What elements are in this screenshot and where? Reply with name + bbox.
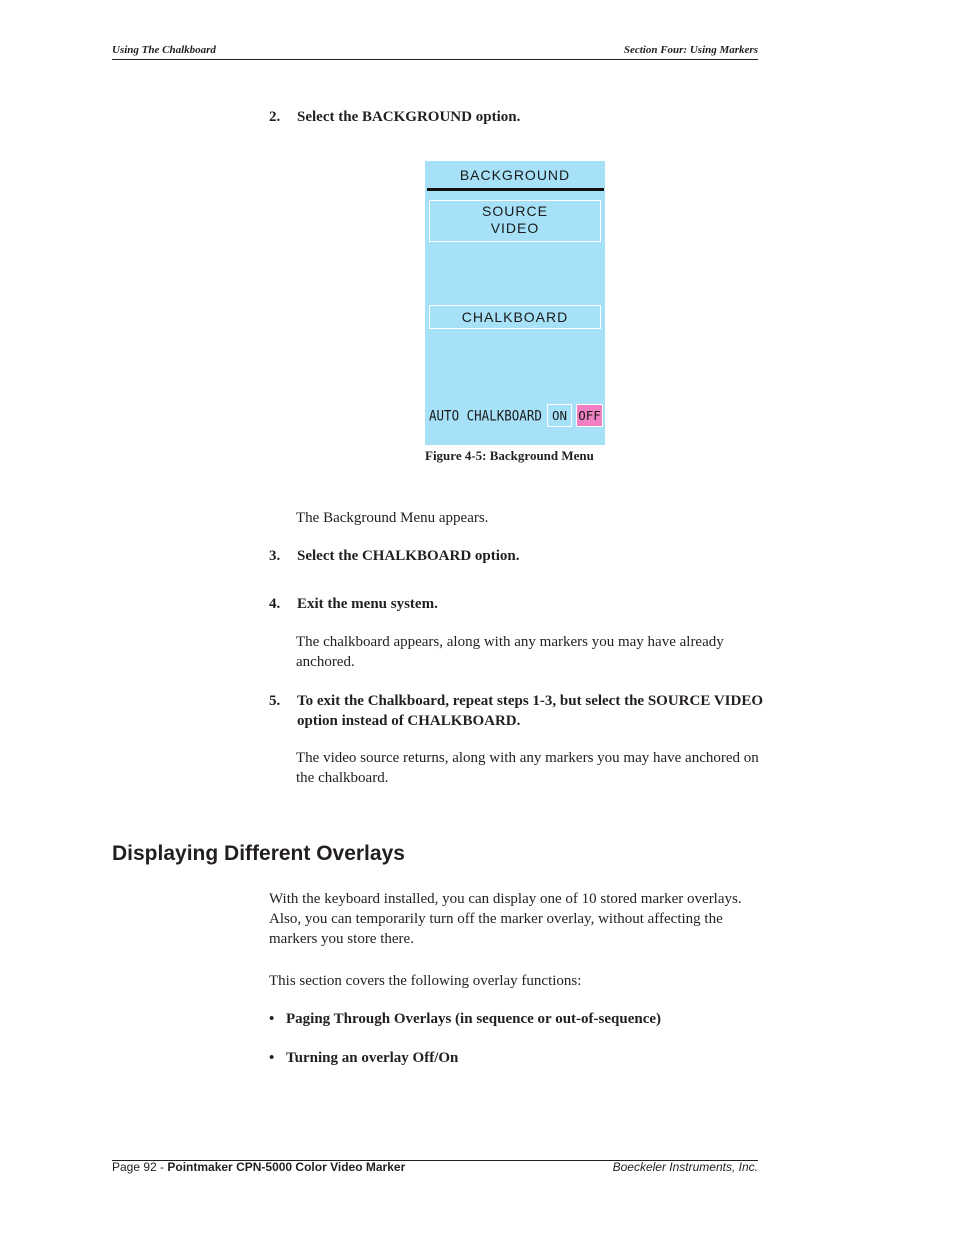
background-menu	[425, 161, 605, 445]
paragraph-line: The video source returns, along with any markers you may have anchored on	[296, 750, 759, 766]
step-number: 2.	[269, 109, 281, 125]
section-heading: Displaying Different Overlays	[112, 842, 405, 865]
figure-caption: Figure 4-5: Background Menu	[425, 448, 594, 463]
paragraph-line: The chalkboard appears, along with any markers you may have already	[296, 634, 724, 650]
list-item-text: Paging Through Overlays (in sequence or out-of-sequence)	[286, 1011, 662, 1027]
footer-page: Page 92 -	[112, 1160, 168, 1174]
paragraph-line: the chalkboard.	[296, 770, 389, 786]
chalkboard-option[interactable]: CHALKBOARD	[429, 305, 601, 329]
source-video-label-line2: VIDEO	[490, 220, 540, 236]
step-text: Select the CHALKBOARD option.	[297, 548, 520, 564]
section-covers-text: This section covers the following overlay functions:	[269, 973, 582, 989]
step-4	[269, 596, 749, 616]
paragraph-line: With the keyboard installed, you can display one of 10 stored marker overlays.	[269, 891, 742, 907]
header-rule	[112, 59, 758, 60]
step-text: Select the BACKGROUND option.	[297, 109, 521, 125]
section-intro	[269, 889, 742, 949]
list-item-text: Turning an overlay Off/On	[286, 1050, 459, 1066]
list-item	[269, 1050, 749, 1070]
video-returns-text	[296, 748, 759, 788]
step-5	[269, 691, 763, 733]
step-text-line: option instead of CHALKBOARD.	[297, 713, 521, 729]
menu-title-underline	[427, 188, 604, 191]
running-header-left: Using The Chalkboard	[112, 44, 216, 56]
chalkboard-appears-text	[296, 632, 724, 672]
step-number: 4.	[269, 596, 281, 612]
source-video-label-line1: SOURCE	[482, 203, 548, 219]
footer-company: Boeckeler Instruments, Inc.	[612, 1160, 758, 1174]
menu-appears-text: The Background Menu appears.	[296, 510, 489, 526]
paragraph-line: anchored.	[296, 654, 355, 670]
source-video-option[interactable]	[429, 200, 601, 242]
auto-chalkboard-on-toggle[interactable]: ON	[547, 404, 572, 427]
step-text	[297, 691, 763, 731]
auto-chalkboard-label: AUTO CHALKBOARD	[429, 406, 542, 425]
paragraph-line: markers you store there.	[269, 931, 414, 947]
step-2	[269, 109, 749, 129]
auto-chalkboard-off-toggle[interactable]: OFF	[576, 404, 603, 427]
step-text: Exit the menu system.	[297, 596, 438, 612]
bullet-icon: •	[269, 1050, 275, 1066]
menu-title: BACKGROUND	[459, 167, 571, 183]
step-text-line: To exit the Chalkboard, repeat steps 1-3, but select the SOURCE VIDEO	[297, 693, 763, 709]
step-number: 3.	[269, 548, 281, 564]
footer-product: Pointmaker CPN-5000 Color Video Marker	[167, 1160, 406, 1174]
running-header-right: Section Four: Using Markers	[623, 44, 758, 56]
footer-left	[112, 1160, 405, 1174]
paragraph-line: Also, you can temporarily turn off the marker overlay, without affecting the	[269, 911, 723, 927]
list-item	[269, 1011, 749, 1031]
bullet-icon: •	[269, 1011, 275, 1027]
step-number: 5.	[269, 693, 281, 709]
step-3	[269, 548, 749, 568]
